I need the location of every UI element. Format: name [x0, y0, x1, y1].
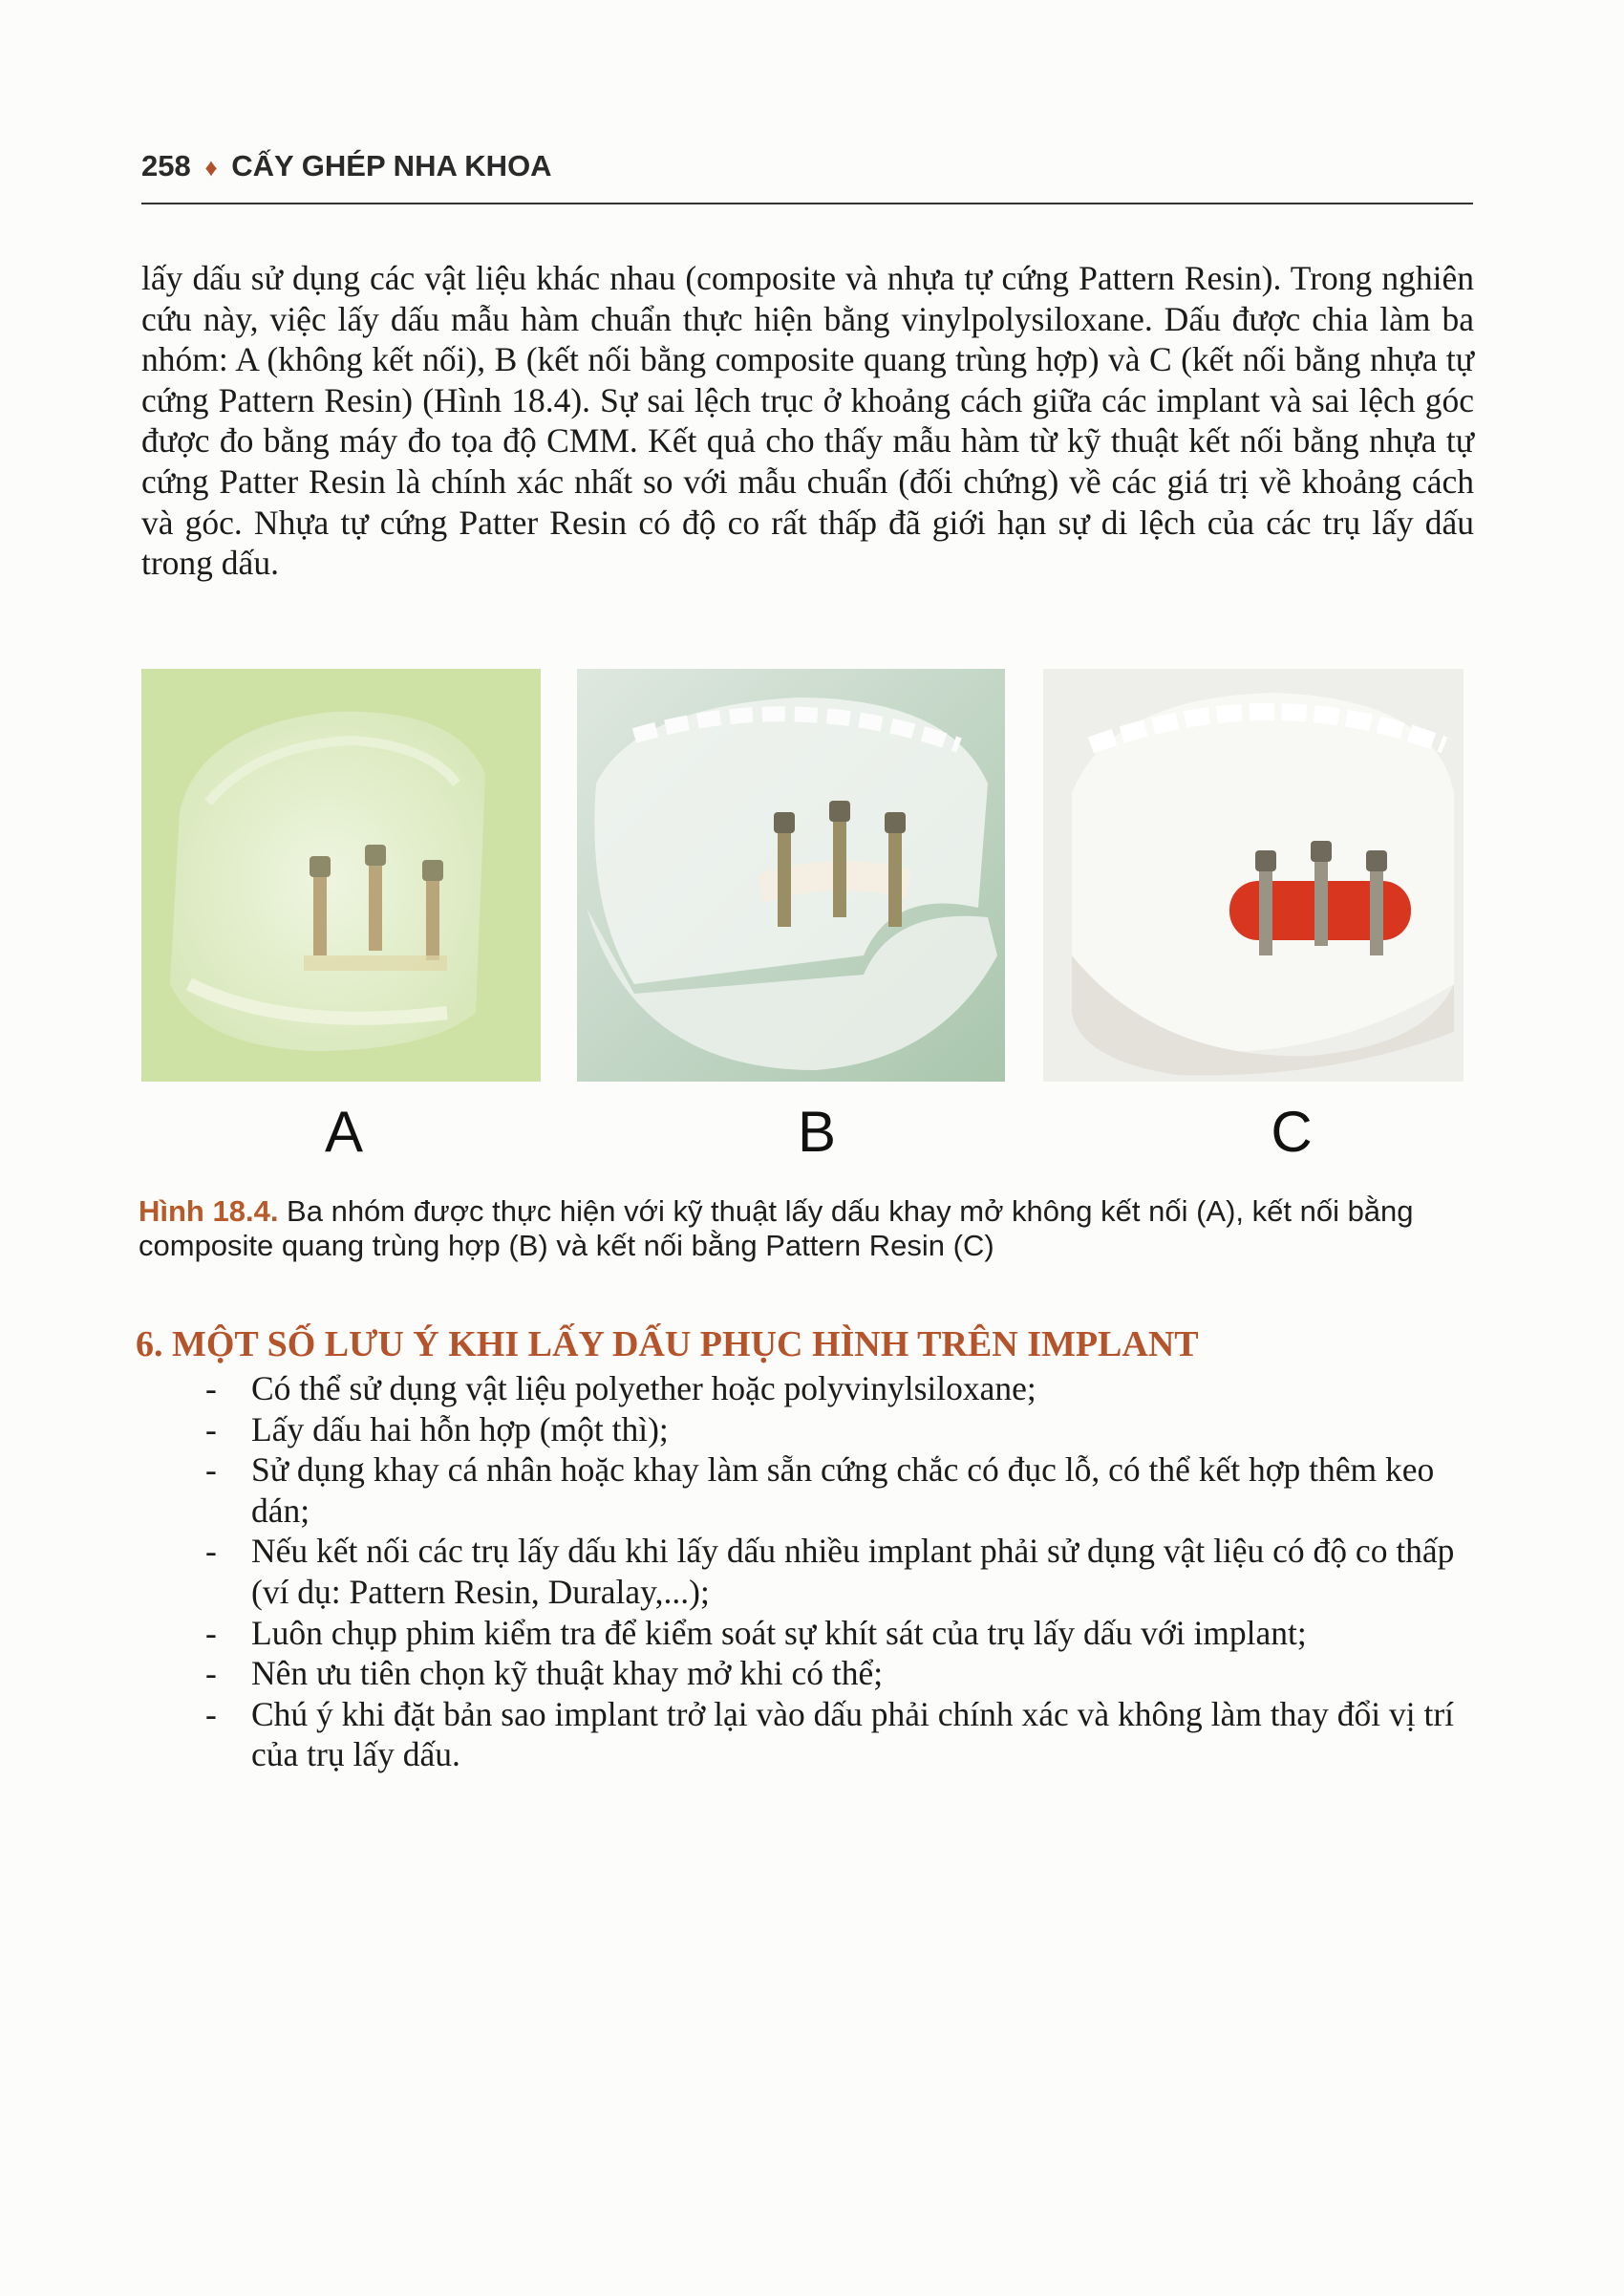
figure-caption [139, 1194, 1476, 1263]
running-header [141, 149, 1471, 183]
list-item: - Luôn chụp phim kiểm tra để kiểm soát sự khít sát của trụ lấy dấu với implant; [205, 1613, 1476, 1654]
figure-label-a: A [324, 1100, 364, 1164]
list-item: - Nếu kết nối các trụ lấy dấu khi lấy dấu nhiều implant phải sử dụng vật liệu có độ co thấp (ví dụ: Pattern Resin, Duralay,...); [205, 1531, 1476, 1612]
book-title: CẤY GHÉP NHA KHOA [231, 149, 552, 182]
photo-panel-c [1043, 669, 1464, 1082]
list-item: - Lấy dấu hai hỗn hợp (một thì); [205, 1409, 1476, 1450]
list-item: - Có thể sử dụng vật liệu polyether hoặc polyvinylsiloxane; [205, 1368, 1476, 1409]
list-item: - Nên ưu tiên chọn kỹ thuật khay mở khi có thể; [205, 1653, 1476, 1694]
diamond-separator-icon: ♦ [204, 153, 218, 182]
photo-panel-a [141, 669, 541, 1082]
section-heading: 6. MỘT SỐ LƯU Ý KHI LẤY DẤU PHỤC HÌNH TRÊN IMPLANT [136, 1324, 1199, 1364]
page-number: 258 [141, 149, 191, 182]
figure-label-c: C [1271, 1100, 1313, 1164]
notes-list [205, 1368, 1476, 1775]
list-item: - Sử dụng khay cá nhân hoặc khay làm sẵn cứng chắc có đục lỗ, có thể kết hợp thêm keo dán; [205, 1449, 1476, 1531]
caption-label: Hình 18.4. [139, 1194, 279, 1228]
caption-text: Ba nhóm được thực hiện với kỹ thuật lấy dấu khay mở không kết nối (A), kết nối bằng composite quang trùng hợp (B) và kết nối bằng Pattern Resin (C) [139, 1194, 1414, 1262]
figure-18-4 [141, 669, 1479, 1089]
figure-label-b: B [797, 1100, 837, 1164]
photo-panel-b [577, 669, 1005, 1082]
header-divider [141, 203, 1473, 204]
body-paragraph: lấy dấu sử dụng các vật liệu khác nhau (composite và nhựa tự cứng Pattern Resin). Trong nghiên cứu này, việc lấy dấu mẫu hàm chuẩn thực hiện bằng vinylpolysiloxane. Dấu được chia làm ba nhóm: A (không kết nối), B (kết nối bằng composite quang trùng hợp) và C (kết nối bằng nhựa tự cứng Pattern Resin) (Hình 18.4). Sự sai lệch trục ở khoảng cách giữa các implant và sai lệch góc được đo bằng máy đo tọa độ CMM. Kết quả cho thấy mẫu hàm từ kỹ thuật kết nối bằng nhựa tự cứng Patter Resin là chính xác nhất so với mẫu chuẩn (đối chứng) về các giá trị về khoảng cách và góc. Nhựa tự cứng Patter Resin có độ co rất thấp đã giới hạn sự di lệch của các trụ lấy dấu trong dấu. [141, 259, 1474, 583]
list-item: - Chú ý khi đặt bản sao implant trở lại vào dấu phải chính xác và không làm thay đổi vị trí của trụ lấy dấu. [205, 1694, 1476, 1775]
